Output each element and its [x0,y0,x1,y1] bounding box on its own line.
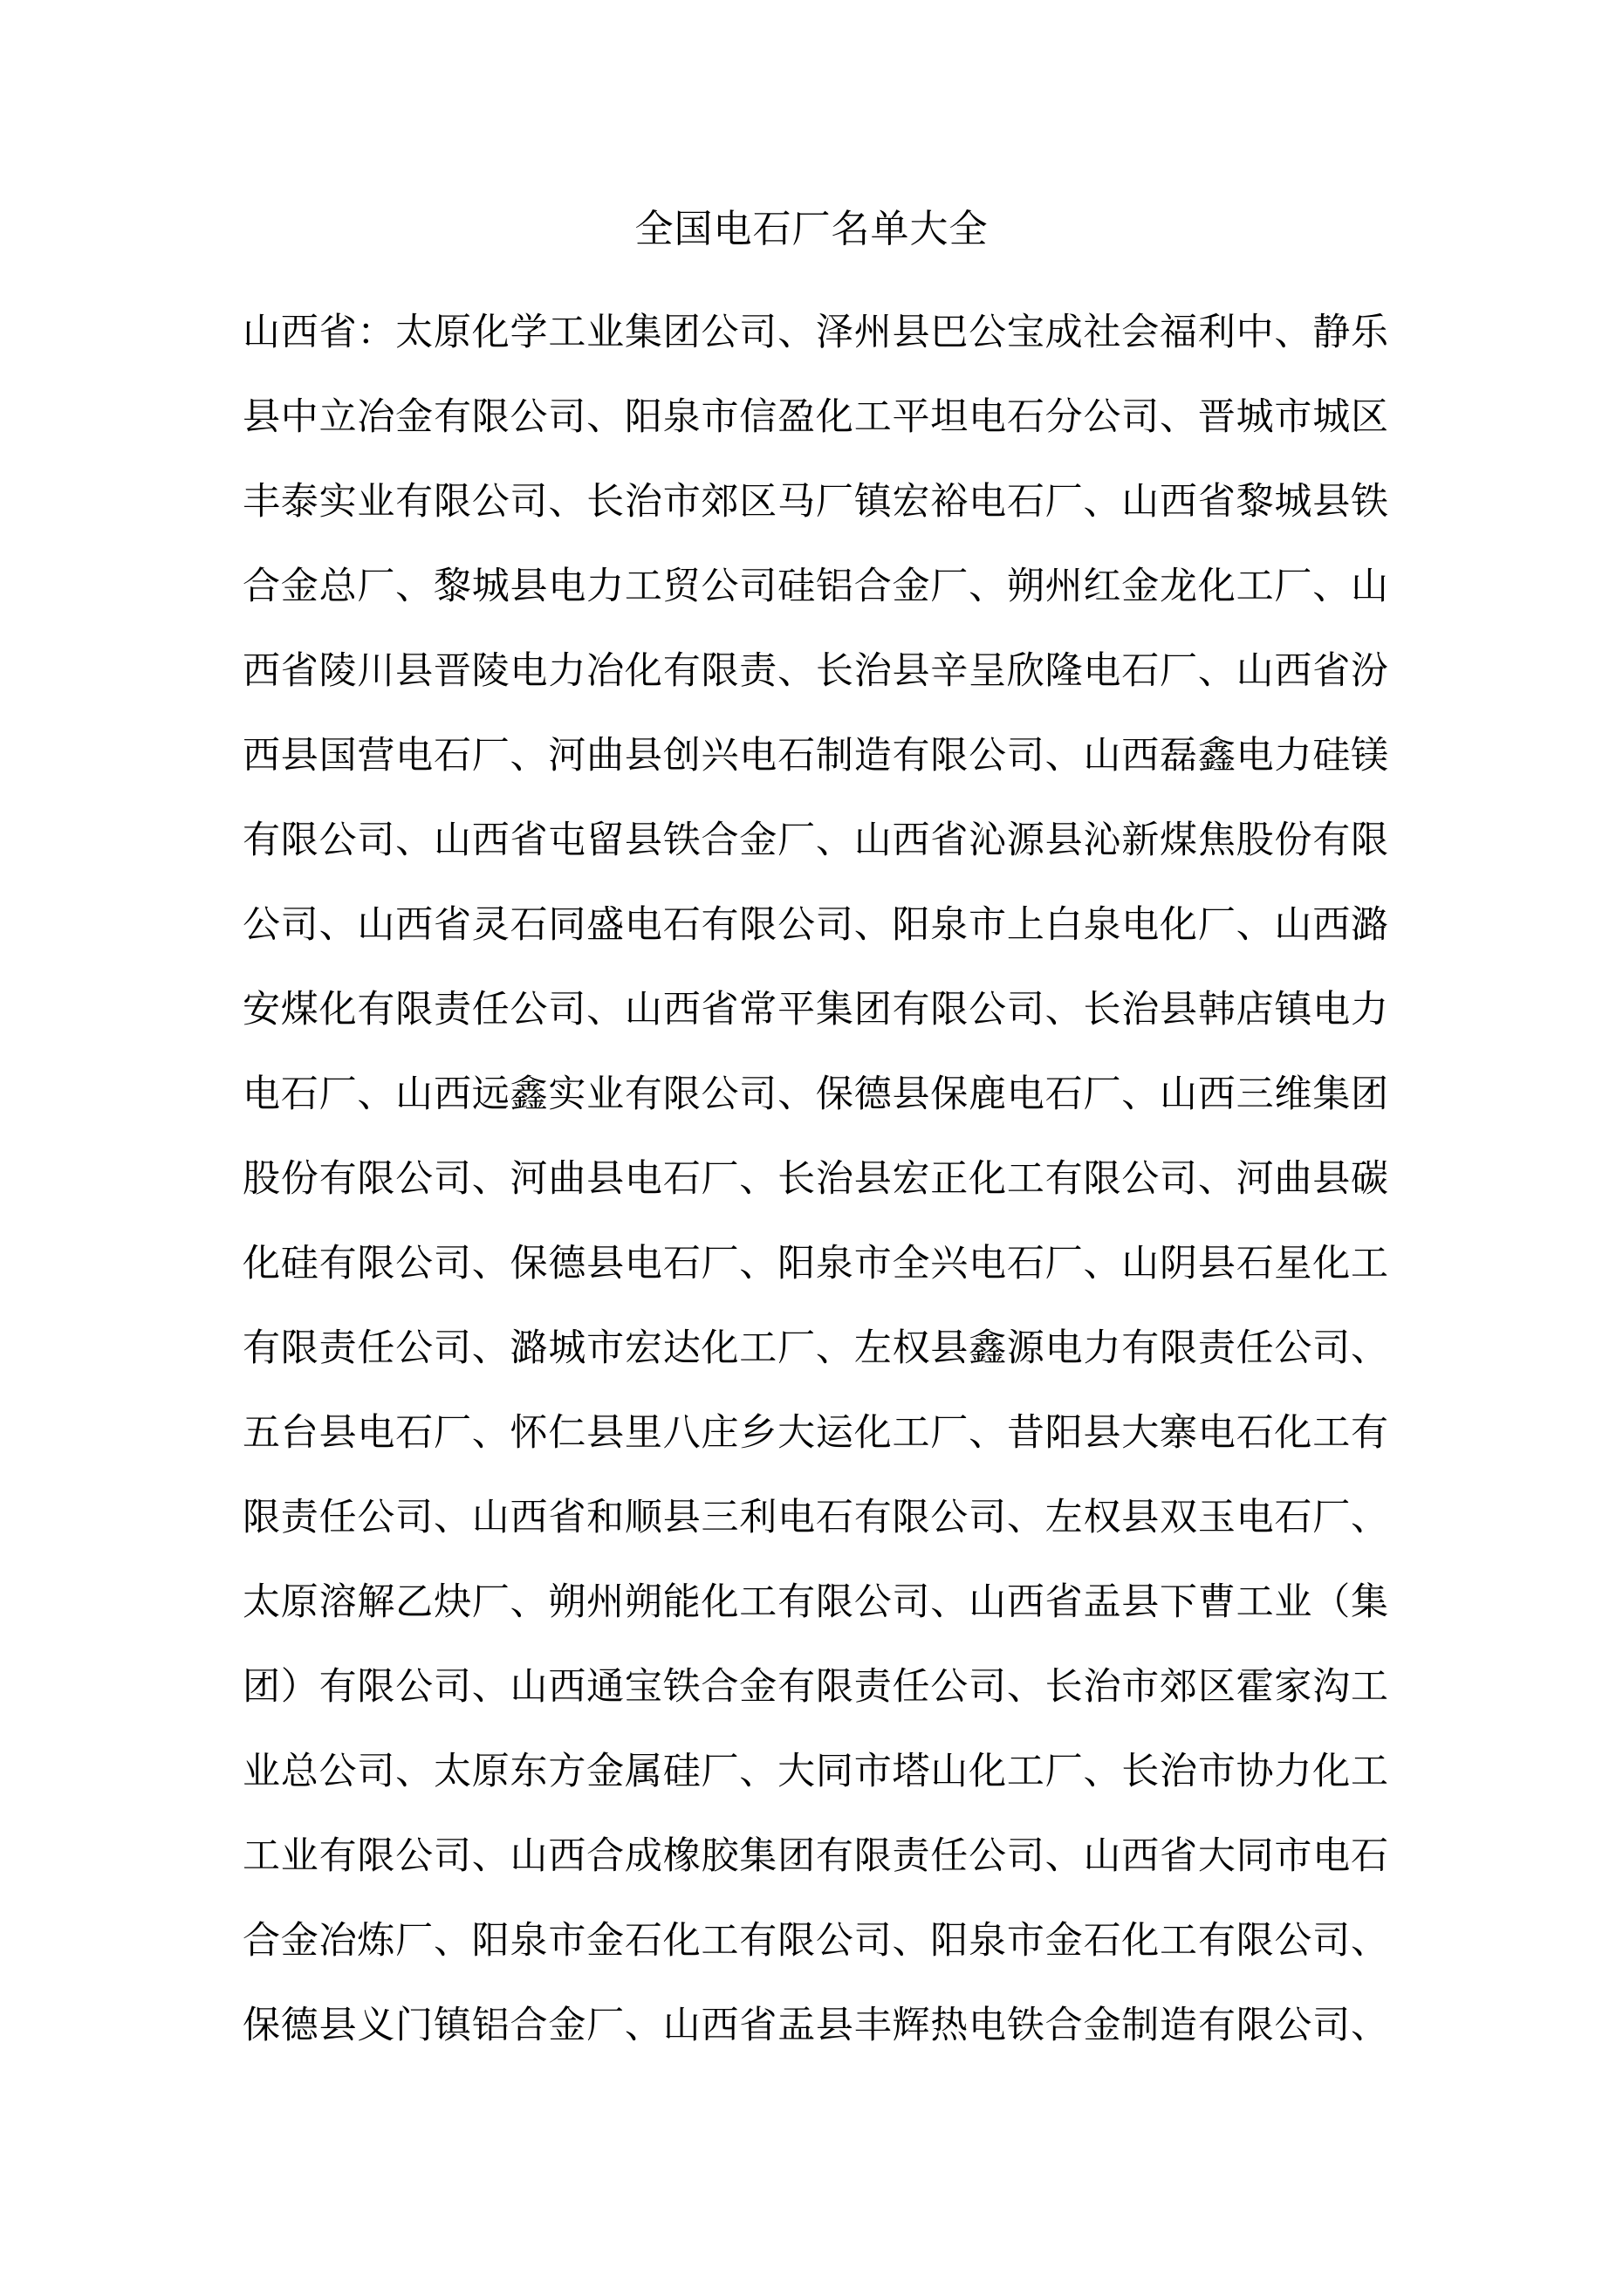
text-line: 有限公司、山西省屯留县铁合金厂、山西省沁源县沁新煤焦股份有限 [243,820,1388,861]
text-line: 太原溶解乙炔厂、朔州朔能化工有限公司、山西省盂县下曹工业（集 [243,1582,1388,1623]
text-line: 工业有限公司、山西合成橡胶集团有限责任公司、山西省大同市电石 [243,1836,1388,1877]
text-line: 合金总厂、黎城县电力工贸公司硅铝合金厂、朔州红金龙化工厂、山 [243,566,1388,607]
text-line: 合金冶炼厂、阳泉市金石化工有限公司、阳泉市金石化工有限公司、 [243,1921,1388,1962]
text-line: 安煤化有限责任公司、山西省常平集团有限公司、长治县韩店镇电力 [243,990,1388,1031]
text-line: 山西省：太原化学工业集团公司、泽州县巴公宝成社会福利中、静乐 [243,312,1388,353]
text-line: 县中立冶金有限公司、阳泉市信盈化工平坦电石分公司、晋城市城区 [243,397,1388,438]
text-line: 化硅有限公司、保德县电石厂、阳泉市全兴电石厂、山阴县石星化工 [243,1244,1388,1285]
text-line: 业总公司、太原东方金属硅厂、大同市塔山化工厂、长治市协力化工 [243,1751,1388,1792]
text-line: 五台县电石厂、怀仁县里八庄乡大运化工厂、昔阳县大寨电石化工有 [243,1413,1388,1454]
text-line: 电石厂、山西远鑫实业有限公司、保德县保鹿电石厂、山西三维集团 [243,1074,1388,1115]
text-line: 西县国营电石厂、河曲县创兴电石制造有限公司、山西磊鑫电力硅镁 [243,736,1388,777]
document-body [243,291,1388,2068]
text-line: 团）有限公司、山西通宝铁合金有限责任公司、长治市郊区霍家沟工 [243,1667,1388,1708]
document-title: 全国电石厂名单大全 [634,208,989,250]
text-line: 限责任公司、山西省和顺县三利电石有限公司、左权县双玉电石厂、 [243,1498,1388,1539]
text-line: 西省陵川县晋陵电力冶化有限责、长治县辛呈欣隆电石厂、山西省汾 [243,651,1388,692]
text-line: 丰泰实业有限公司、长治市郊区马厂镇宏裕电石厂、山西省黎城县铁 [243,482,1388,523]
text-line: 有限责任公司、潞城市宏达化工厂、左权县鑫源电力有限责任公司、 [243,1328,1388,1369]
text-line: 股份有限公司、河曲县电石厂、长治县宏正化工有限公司、河曲县碳 [243,1159,1388,1200]
text-line: 保德县义门镇铝合金厂、山西省盂县丰辉热电铁合金制造有限公司、 [243,2005,1388,2046]
text-line: 公司、山西省灵石同盛电石有限公司、阳泉市上白泉电化厂、山西潞 [243,905,1388,946]
